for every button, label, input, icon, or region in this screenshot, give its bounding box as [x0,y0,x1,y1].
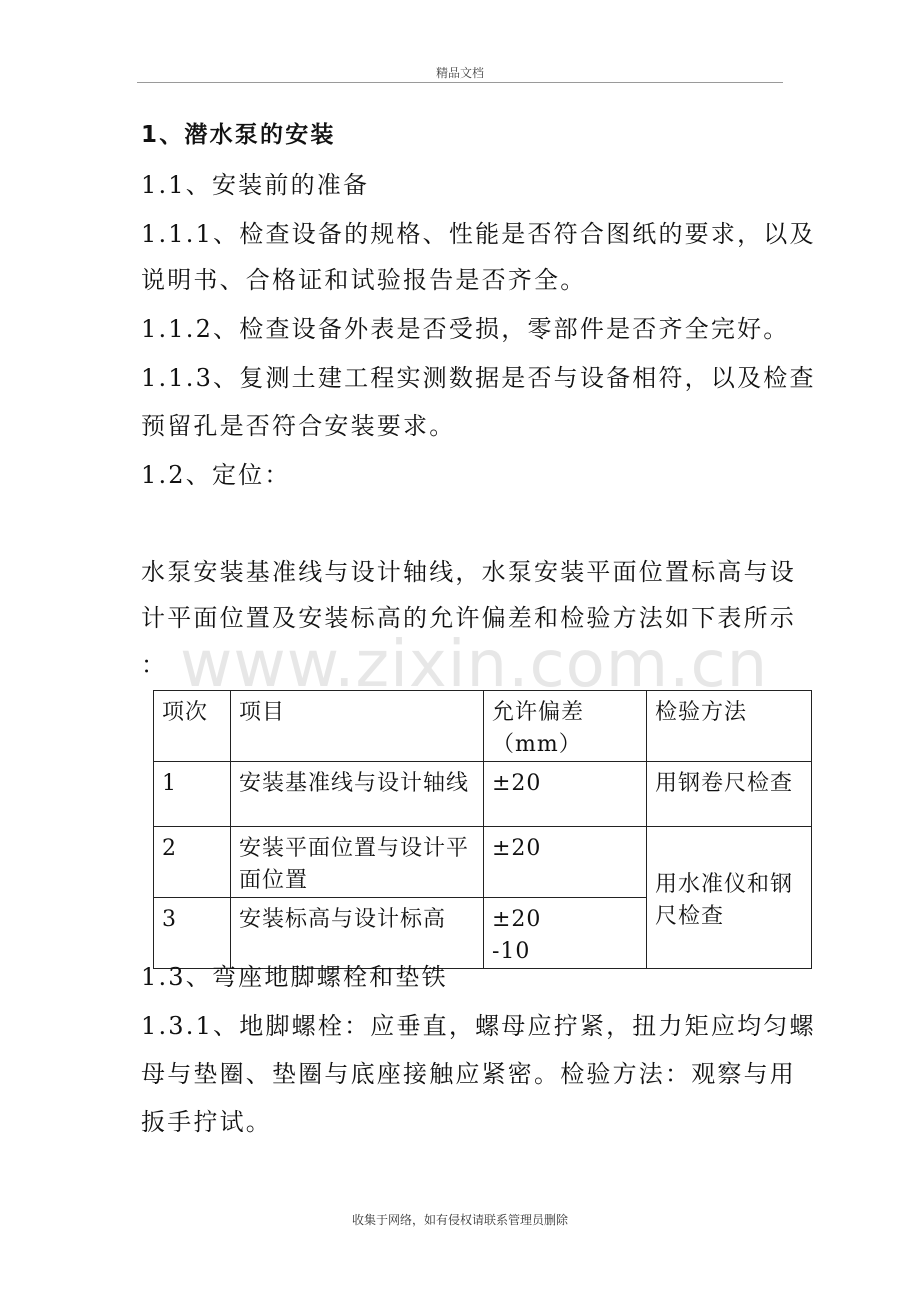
paragraph-line1: 水泵安装基准线与设计轴线，水泵安装平面位置标高与设 [141,558,796,586]
item-1-3-1-line3: 扳手拧试。 [141,1108,272,1136]
row-no: 2 [154,827,231,898]
header-cell-item: 项目 [231,691,484,762]
table-header-row [154,691,812,762]
watermark: www.zixin.com.cn [180,628,769,702]
item-1-1-3-line2: 预留孔是否符合安装要求。 [141,412,456,440]
row-item: 安装平面位置与设计平面位置 [231,827,484,898]
heading-1-2: 1.2、定位： [141,461,291,489]
paragraph-line3: ： [141,651,168,679]
section-title: 1、潜水泵的安装 [141,122,336,148]
tolerance-upper: ±20 [492,907,542,932]
page-header: 精品文档 [435,66,484,80]
tolerance-table [153,690,812,969]
row-tolerance: ±20 [484,762,647,827]
item-1-1-1-line2: 说明书、合格证和试验报告是否齐全。 [141,266,587,294]
header-divider [137,82,783,83]
table-row [154,827,812,898]
item-1-3-1-line1: 1.3.1、地脚螺栓：应垂直，螺母应拧紧，扭力矩应均匀螺 [141,1012,816,1040]
row-method-merged: 用水准仪和钢尺检查 [647,827,812,969]
row-no: 3 [154,898,231,969]
row-tolerance: ±20 [484,827,647,898]
tolerance-lower: -10 [492,939,531,964]
row-tolerance [484,898,647,969]
header-cell-no: 项次 [154,691,231,762]
heading-1-3: 1.3、弯座地脚螺栓和垫铁 [141,963,448,991]
heading-1-1: 1.1、安装前的准备 [141,171,370,199]
paragraph-line2: 计平面位置及安装标高的允许偏差和检验方法如下表所示 [141,604,796,632]
item-1-1-3-line1: 1.1.3、复测土建工程实测数据是否与设备相符，以及检查 [141,364,816,392]
page-footer: 收集于网络，如有侵权请联系管理员删除 [351,1213,568,1227]
item-1-1-1-line1: 1.1.1、检查设备的规格、性能是否符合图纸的要求，以及 [141,220,816,248]
row-item: 安装标高与设计标高 [231,898,484,969]
row-item: 安装基准线与设计轴线 [231,762,484,827]
header-cell-method: 检验方法 [647,691,812,762]
header-cell-tolerance: 允许偏差（mm） [484,691,647,762]
row-method: 用钢卷尺检查 [647,762,812,827]
row-no: 1 [154,762,231,827]
item-1-3-1-line2: 母与垫圈、垫圈与底座接触应紧密。检验方法：观察与用 [141,1060,796,1088]
table-row [154,762,812,827]
item-1-1-2: 1.1.2、检查设备外表是否受损，零部件是否齐全完好。 [141,315,790,343]
